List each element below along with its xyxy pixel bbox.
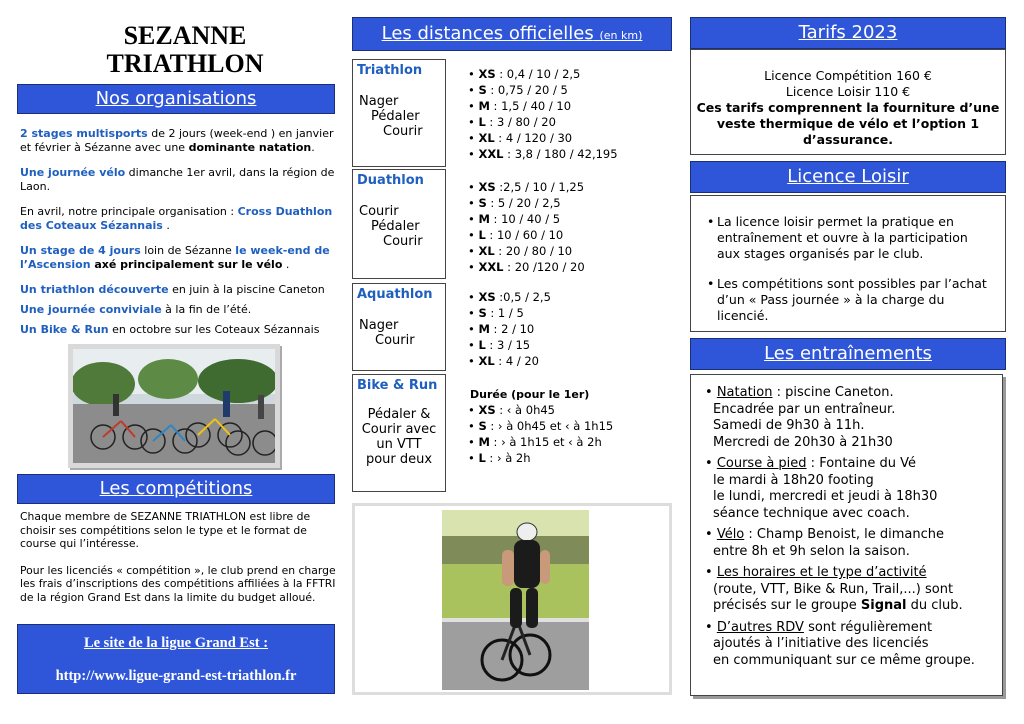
duathlon-pedaler: Pédaler bbox=[371, 219, 420, 234]
loisir-bullet-2: • Les compétitions sont possibles par l’achat d’un « Pass journée » à la charge du licencié. bbox=[707, 276, 987, 323]
distance-value: : › à 2h bbox=[485, 451, 531, 465]
tarif-loisir: Licence Loisir 110 € bbox=[785, 84, 911, 99]
bullet-icon: • bbox=[468, 354, 479, 368]
distance-value: : 1 / 5 bbox=[486, 306, 524, 320]
distance-row bbox=[468, 227, 585, 243]
distance-format: XS bbox=[478, 180, 496, 194]
triathlon-pedaler: Pédaler bbox=[371, 109, 420, 124]
course-block: • Course à pied : Fontaine du Vé le mardi à 18h20 footing le lundi, mercredi et jeudi à 18h30 séance technique avec coach. bbox=[705, 456, 938, 521]
distance-format: XL bbox=[478, 354, 495, 368]
distance-format: XS bbox=[478, 290, 496, 304]
cyclist-photo-frame bbox=[352, 503, 672, 695]
bullet-icon: • bbox=[468, 228, 479, 242]
distance-row bbox=[468, 337, 551, 353]
bikerun-line-1: Pédaler & bbox=[367, 407, 431, 422]
distance-row bbox=[468, 418, 613, 434]
ligue-url-link[interactable]: http://www.ligue-grand-est-triathlon.fr bbox=[55, 668, 297, 684]
distance-row bbox=[468, 434, 613, 450]
bikes-photo bbox=[73, 349, 275, 463]
organisations-header bbox=[17, 84, 335, 114]
distances-header-unit: (en km) bbox=[599, 29, 643, 42]
competitions-p2: Pour les licenciés « compétition », le club prend en charge les frais d’inscriptions des compétitions affiliées à la FFTRI de la région Grand Est dans la limite du budget alloué. bbox=[20, 563, 336, 604]
tarif-competition: Licence Compétition 160 € bbox=[764, 68, 932, 83]
bullet-icon: • bbox=[468, 115, 479, 129]
distance-value: : 3 / 15 bbox=[485, 338, 531, 352]
bikerun-duree: Durée (pour le 1er) bbox=[470, 388, 590, 401]
bullet-icon: • bbox=[468, 306, 479, 320]
org-p1: 2 stages multisports de 2 jours (week-end ) en janvier et février à Sézanne avec une dominante natation. bbox=[20, 127, 334, 154]
duathlon-courir-2: Courir bbox=[383, 234, 423, 249]
bullet-icon: • bbox=[468, 147, 479, 161]
bikerun-name: Bike & Run bbox=[357, 378, 438, 393]
bullet-icon: • bbox=[468, 322, 479, 336]
entrainements-box bbox=[690, 374, 1003, 696]
bullet-icon: • bbox=[468, 67, 479, 81]
tarifs-box bbox=[690, 49, 1006, 155]
page-title bbox=[60, 22, 310, 78]
distance-row bbox=[468, 82, 618, 98]
org-p2: Une journée vélo dimanche 1er avril, dans la région de Laon. bbox=[20, 166, 335, 193]
distance-value: : ‹ à 0h45 bbox=[495, 403, 555, 417]
distance-value: : 20 / 80 / 10 bbox=[494, 244, 573, 258]
distance-format: XS bbox=[478, 67, 496, 81]
distance-value: :0,5 / 2,5 bbox=[495, 290, 551, 304]
distance-value: : 0,4 / 10 / 2,5 bbox=[495, 67, 581, 81]
distance-row bbox=[468, 321, 551, 337]
distance-value: : 4 / 120 / 30 bbox=[494, 131, 573, 145]
distance-format: L bbox=[478, 115, 486, 129]
competitions-text bbox=[20, 510, 338, 604]
distance-format: L bbox=[478, 228, 486, 242]
bullet-icon: • bbox=[468, 451, 479, 465]
distance-format: S bbox=[478, 306, 487, 320]
bikerun-left-box bbox=[352, 374, 446, 492]
distance-value: : 4 / 20 bbox=[494, 354, 539, 368]
distance-format: S bbox=[478, 419, 487, 433]
bullet-icon: • bbox=[468, 435, 479, 449]
distance-row bbox=[468, 450, 613, 466]
velo-block: • Vélo : Champ Benoist, le dimanche entre 8h et 9h selon la saison. bbox=[705, 527, 944, 559]
competitions-p1: Chaque membre de SEZANNE TRIATHLON est libre de choisir ses compétitions selon le type et le format de course qui l’intéresse. bbox=[20, 510, 311, 550]
distance-row bbox=[468, 146, 618, 162]
distance-value: : 2 / 10 bbox=[489, 322, 535, 336]
triathlon-courir: Courir bbox=[383, 124, 423, 139]
bullet-icon: • bbox=[468, 244, 479, 258]
distance-value: : 1,5 / 40 / 10 bbox=[489, 99, 572, 113]
bullet-icon: • bbox=[468, 196, 479, 210]
distance-format: M bbox=[478, 322, 490, 336]
distance-row bbox=[468, 130, 618, 146]
tarifs-header-label: Tarifs 2023 bbox=[798, 22, 898, 43]
natation-block: • Natation : piscine Caneton. Encadrée par un entraîneur. Samedi de 9h30 à 11h. Mercredi de 20h30 à 21h30 bbox=[705, 385, 896, 450]
distance-row bbox=[468, 402, 613, 418]
entrainements-header-label: Les entraînements bbox=[764, 343, 932, 364]
distance-value: : 5 / 20 / 2,5 bbox=[486, 196, 561, 210]
duathlon-name: Duathlon bbox=[357, 173, 424, 188]
cyclist-photo bbox=[442, 510, 589, 690]
loisir-bullet-1: • La licence loisir permet la pratique en entraînement et ouvre à la participation aux stages organisés par le club. bbox=[707, 214, 968, 261]
aquathlon-name: Aquathlon bbox=[357, 287, 433, 302]
rdv-block: • D’autres RDV sont régulièrement ajoutés à l’initiative des licenciés en communiquant sur ce même groupe. bbox=[705, 619, 975, 668]
entrainements-header bbox=[690, 338, 1006, 370]
bullet-icon: • bbox=[468, 212, 479, 226]
bullet-icon: • bbox=[468, 290, 479, 304]
distance-format: XS bbox=[478, 403, 496, 417]
triathlon-left-box bbox=[352, 59, 446, 167]
organisations-text bbox=[20, 127, 335, 337]
triathlon-name: Triathlon bbox=[357, 63, 423, 78]
tarifs-header bbox=[690, 17, 1006, 49]
loisir-box bbox=[690, 195, 1006, 332]
distance-value: : 10 / 60 / 10 bbox=[485, 228, 564, 242]
aquathlon-list bbox=[468, 289, 551, 369]
bullet-icon: • bbox=[468, 99, 479, 113]
triathlon-nager: Nager bbox=[359, 94, 399, 109]
horaires-block: • Les horaires et le type d’activité (route, VTT, Bike & Run, Trail,...) sont précisés sur le groupe Signal du club. bbox=[705, 565, 963, 613]
duathlon-courir-1: Courir bbox=[359, 204, 399, 219]
distance-value: : 10 / 40 / 5 bbox=[489, 212, 561, 226]
bullet-icon: • bbox=[468, 338, 479, 352]
distance-value: : 0,75 / 20 / 5 bbox=[486, 83, 568, 97]
aquathlon-left-box bbox=[352, 283, 446, 371]
distance-row bbox=[468, 289, 551, 305]
distance-row bbox=[468, 179, 585, 195]
org-p5: Un triathlon découverte en juin à la piscine Caneton bbox=[20, 283, 325, 296]
tarifs-note: Ces tarifs comprennent la fourniture d’une veste thermique de vélo et l’option 1 d’assurance. bbox=[696, 100, 1000, 147]
ligue-box bbox=[17, 624, 335, 694]
duathlon-list bbox=[468, 179, 585, 275]
distance-row bbox=[468, 259, 585, 275]
distance-format: XXL bbox=[478, 260, 504, 274]
bullet-icon: • bbox=[468, 260, 479, 274]
distance-value: :2,5 / 10 / 1,25 bbox=[495, 180, 585, 194]
org-p6: Une journée conviviale à la fin de l’été. bbox=[20, 303, 252, 316]
title-line-1: SEZANNE bbox=[123, 21, 247, 50]
distance-row bbox=[468, 243, 585, 259]
distance-row bbox=[468, 305, 551, 321]
distance-format: S bbox=[478, 83, 487, 97]
distance-format: L bbox=[478, 338, 486, 352]
distances-header bbox=[352, 17, 672, 51]
distance-row bbox=[468, 66, 618, 82]
bullet-icon: • bbox=[468, 83, 479, 97]
distance-row bbox=[468, 98, 618, 114]
bikerun-line-2: Courir avec bbox=[361, 422, 437, 437]
distance-format: L bbox=[478, 451, 486, 465]
distances-header-label: Les distances officielles bbox=[381, 23, 594, 44]
distance-row bbox=[468, 114, 618, 130]
distance-format: XXL bbox=[478, 147, 504, 161]
org-p7: Un Bike & Run en octobre sur les Coteaux Sézannais bbox=[20, 323, 320, 336]
loisir-header-label: Licence Loisir bbox=[787, 166, 909, 187]
distance-format: M bbox=[478, 99, 490, 113]
distance-format: S bbox=[478, 196, 487, 210]
distance-format: XL bbox=[478, 244, 495, 258]
competitions-header bbox=[17, 474, 335, 504]
distance-row bbox=[468, 353, 551, 369]
bikerun-line-4: pour deux bbox=[365, 452, 433, 467]
triathlon-list bbox=[468, 66, 618, 162]
bikerun-line-3: un VTT bbox=[376, 437, 422, 452]
bikes-photo-frame bbox=[68, 344, 280, 468]
title-line-2: TRIATHLON bbox=[106, 49, 264, 78]
distance-format: M bbox=[478, 212, 490, 226]
bullet-icon: • bbox=[468, 419, 479, 433]
distance-value: : 20 /120 / 20 bbox=[503, 260, 585, 274]
distance-format: M bbox=[478, 435, 490, 449]
distance-row bbox=[468, 211, 585, 227]
distance-value: : 3 / 80 / 20 bbox=[485, 115, 556, 129]
loisir-header bbox=[690, 161, 1006, 193]
organisations-header-label: Nos organisations bbox=[95, 88, 257, 109]
bullet-icon: • bbox=[468, 180, 479, 194]
org-p4: Un stage de 4 jours loin de Sézanne le week-end de l’Ascension axé principalement sur le vélo . bbox=[20, 244, 330, 271]
aquathlon-courir: Courir bbox=[375, 333, 415, 348]
org-p3: En avril, notre principale organisation : Cross Duathlon des Coteaux Sézannais . bbox=[20, 205, 333, 232]
distance-format: XL bbox=[478, 131, 495, 145]
bullet-icon: • bbox=[468, 131, 479, 145]
distance-value: : 3,8 / 180 / 42,195 bbox=[503, 147, 618, 161]
aquathlon-nager: Nager bbox=[359, 318, 399, 333]
bullet-icon: • bbox=[468, 403, 479, 417]
duathlon-left-box bbox=[352, 169, 446, 279]
distance-value: : › à 1h15 et ‹ à 2h bbox=[489, 435, 602, 449]
bikerun-list bbox=[468, 402, 613, 466]
distance-row bbox=[468, 195, 585, 211]
competitions-header-label: Les compétitions bbox=[99, 478, 253, 499]
distance-value: : › à 0h45 et ‹ à 1h15 bbox=[486, 419, 614, 433]
ligue-label: Le site de la ligue Grand Est : bbox=[83, 635, 269, 651]
